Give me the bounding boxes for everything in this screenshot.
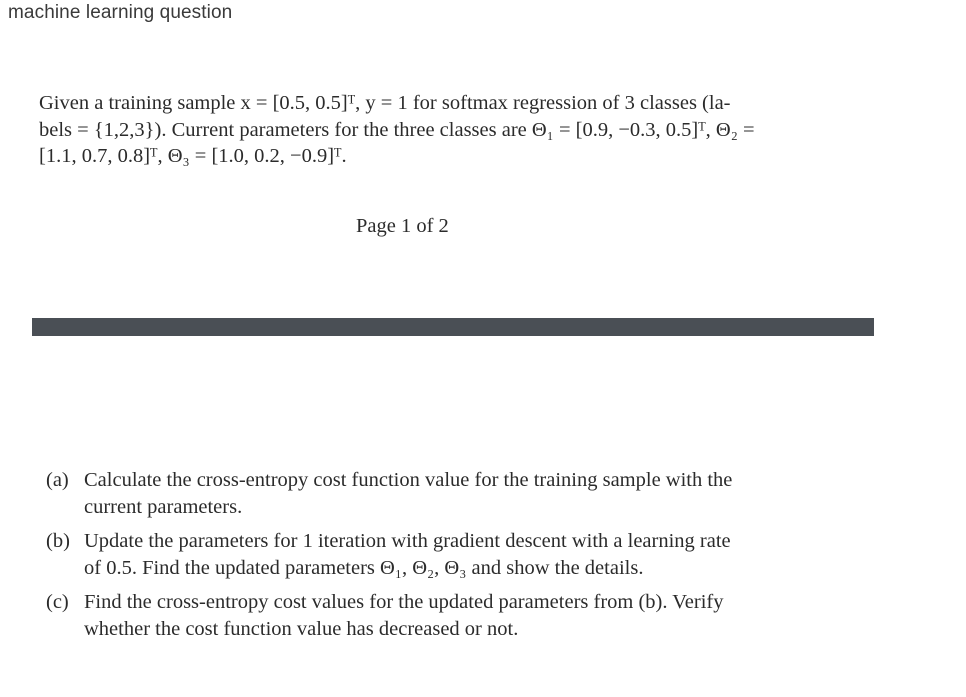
question-label: (b) — [46, 530, 70, 552]
question-label: (a) — [46, 469, 69, 491]
problem-line: [1.1, 0.7, 0.8]ᵀ, Θ₃ = [1.0, 0.2, −0.9]ᵀ. — [39, 145, 347, 167]
question-text-line: of 0.5. Find the updated parameters Θ₁, Θ₂, Θ₃ and show the details. — [84, 556, 644, 579]
page-break-divider — [32, 318, 874, 336]
question-text-line: current parameters. — [84, 495, 243, 518]
question-text-line: Update the parameters for 1 iteration with gradient descent with a learning rate — [84, 530, 731, 552]
question-text-line: whether the cost function value has decreased or not. — [84, 617, 519, 640]
question-label: (c) — [46, 591, 69, 613]
question-text-line: Calculate the cross-entropy cost function value for the training sample with the — [84, 469, 733, 491]
problem-statement — [39, 90, 839, 170]
question-a — [46, 467, 836, 520]
page-number: Page 1 of 2 — [356, 215, 449, 237]
problem-line: Given a training sample x = [0.5, 0.5]ᵀ, y = 1 for softmax regression of 3 classes (la- — [39, 92, 731, 114]
question-c — [46, 589, 836, 642]
problem-line: bels = {1,2,3}). Current parameters for the three classes are Θ₁ = [0.9, −0.3, 0.5]ᵀ, Θ₂ = — [39, 118, 755, 141]
question-text-line: Find the cross-entropy cost values for the updated parameters from (b). Verify — [84, 591, 724, 613]
question-list — [46, 467, 836, 650]
page-title: machine learning question — [8, 2, 233, 23]
question-b — [46, 528, 836, 581]
